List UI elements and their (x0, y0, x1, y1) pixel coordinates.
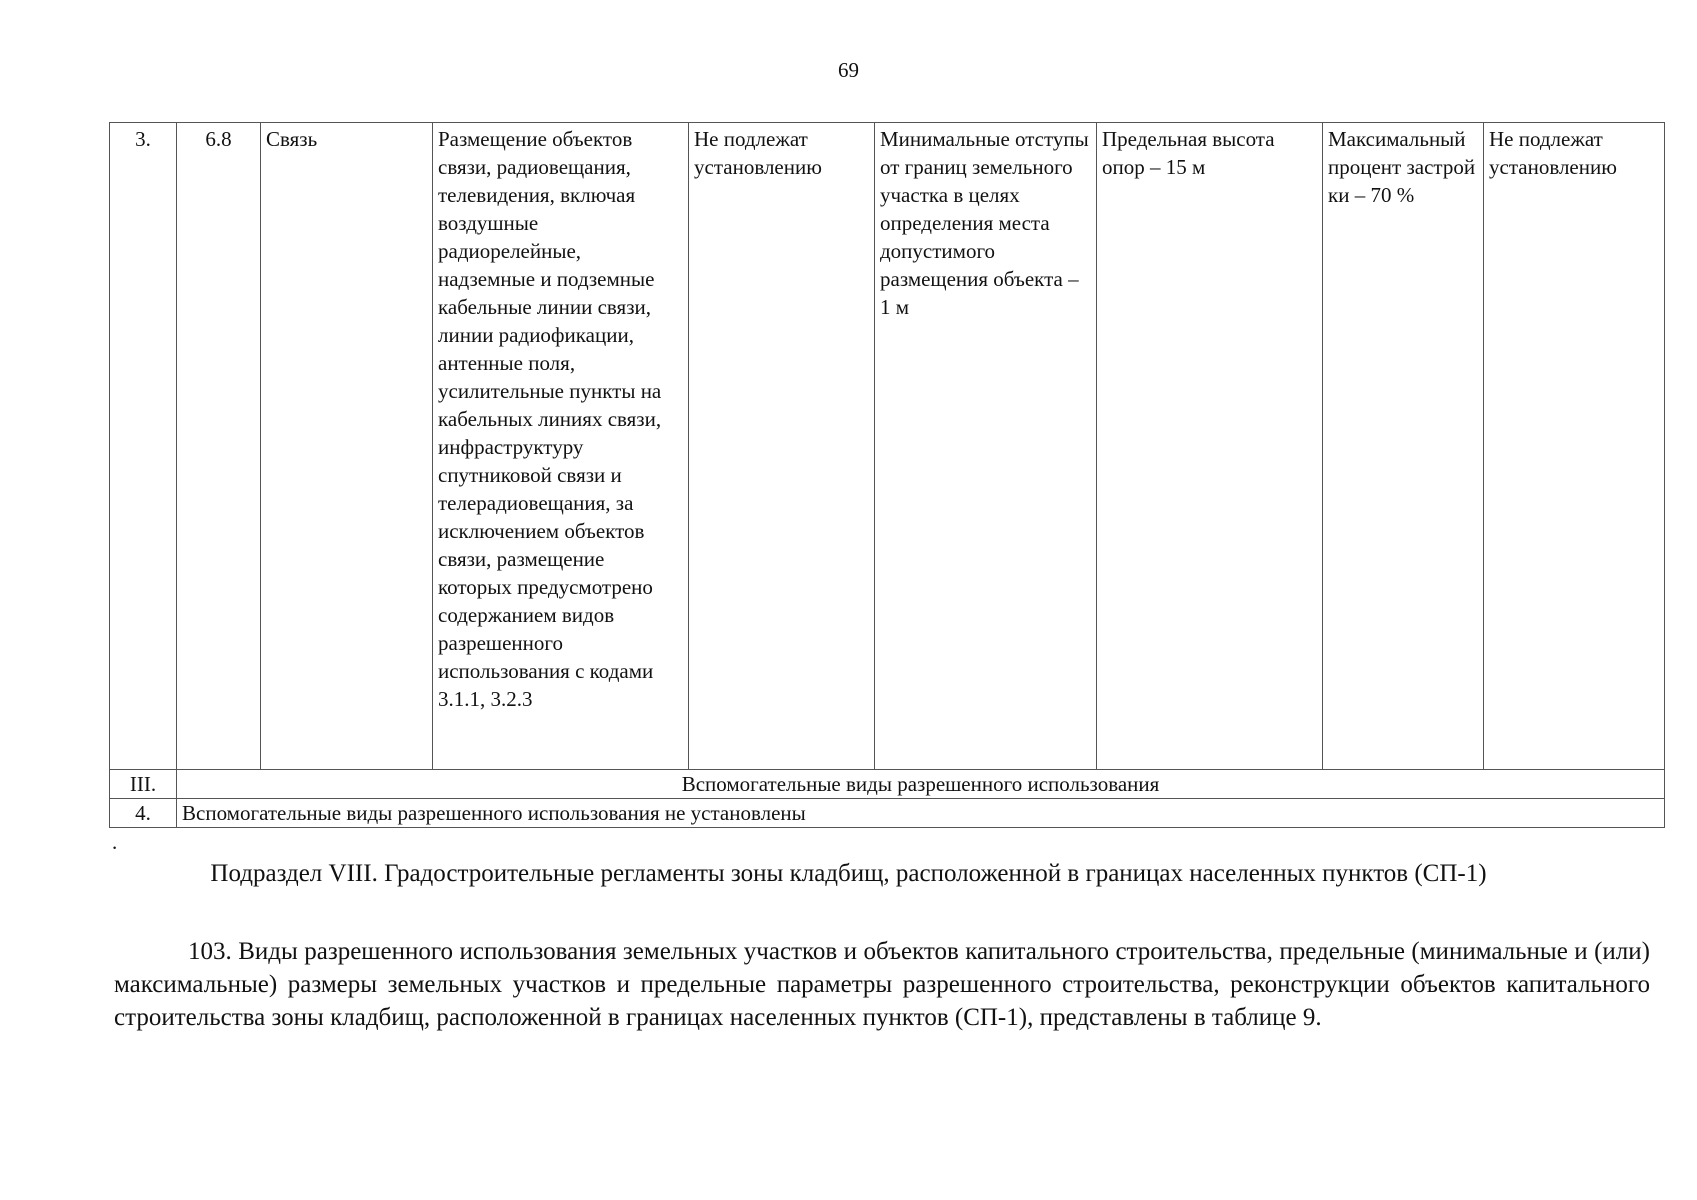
regulations-table (109, 122, 1665, 828)
plot-size-cell: Не подлежат установлению (689, 123, 875, 770)
stray-dot: . (112, 830, 118, 854)
coverage-cell: Максимальный процент застройки – 70 % (1323, 123, 1484, 770)
page-number: 69 (838, 58, 859, 82)
section-number-cell: III. (110, 770, 177, 799)
code-cell: 6.8 (177, 123, 261, 770)
auxiliary-uses-cell: Вспомогательные виды разрешенного использования не установлены (177, 799, 1665, 828)
row-number-cell: 3. (110, 123, 177, 770)
table-row (110, 799, 1665, 828)
subsection-heading: Подраздел VIII. Градостроительные регламенты зоны кладбищ, расположенной в границах населенных пунктов (СП-1) (210, 860, 1487, 887)
use-name-cell: Связь (261, 123, 433, 770)
row-number-cell: 4. (110, 799, 177, 828)
setbacks-cell: Минимальные отступы от границ земельного участка в целях определения места допустимого размещения объекта – 1 м (875, 123, 1097, 770)
section-header-row (110, 770, 1665, 799)
section-title-cell: Вспомогательные виды разрешенного использования (177, 770, 1665, 799)
other-params-cell: Не подлежат установлению (1484, 123, 1665, 770)
table-row (110, 123, 1665, 770)
body-paragraph: 103. Виды разрешенного использования земельных участков и объектов капитального строительства, предельные (минимальные и (или) максимальные) размеры земельных участков и предельные параметры разрешенного строительства, реконструкции объектов капитального строительства зоны кладбищ, расположенной в границах населенных пунктов (СП-1), представлены в таблице 9. (114, 938, 1650, 1031)
height-cell: Предельная высота опор – 15 м (1097, 123, 1323, 770)
use-description-cell: Размещение объектов связи, радиовещания, телевидения, включая воздушные радиорелейные, надземные и подземные кабельные линии связи, линии радиофикации, антенные поля, усилительные пункты на кабельных линиях связи, инфраструктуру спутниковой связи и телерадиовещания, за исключением объектов связи, размещение которых предусмотрено содержанием видов разрешенного использования с кодами 3.1.1, 3.2.3 (433, 123, 689, 770)
